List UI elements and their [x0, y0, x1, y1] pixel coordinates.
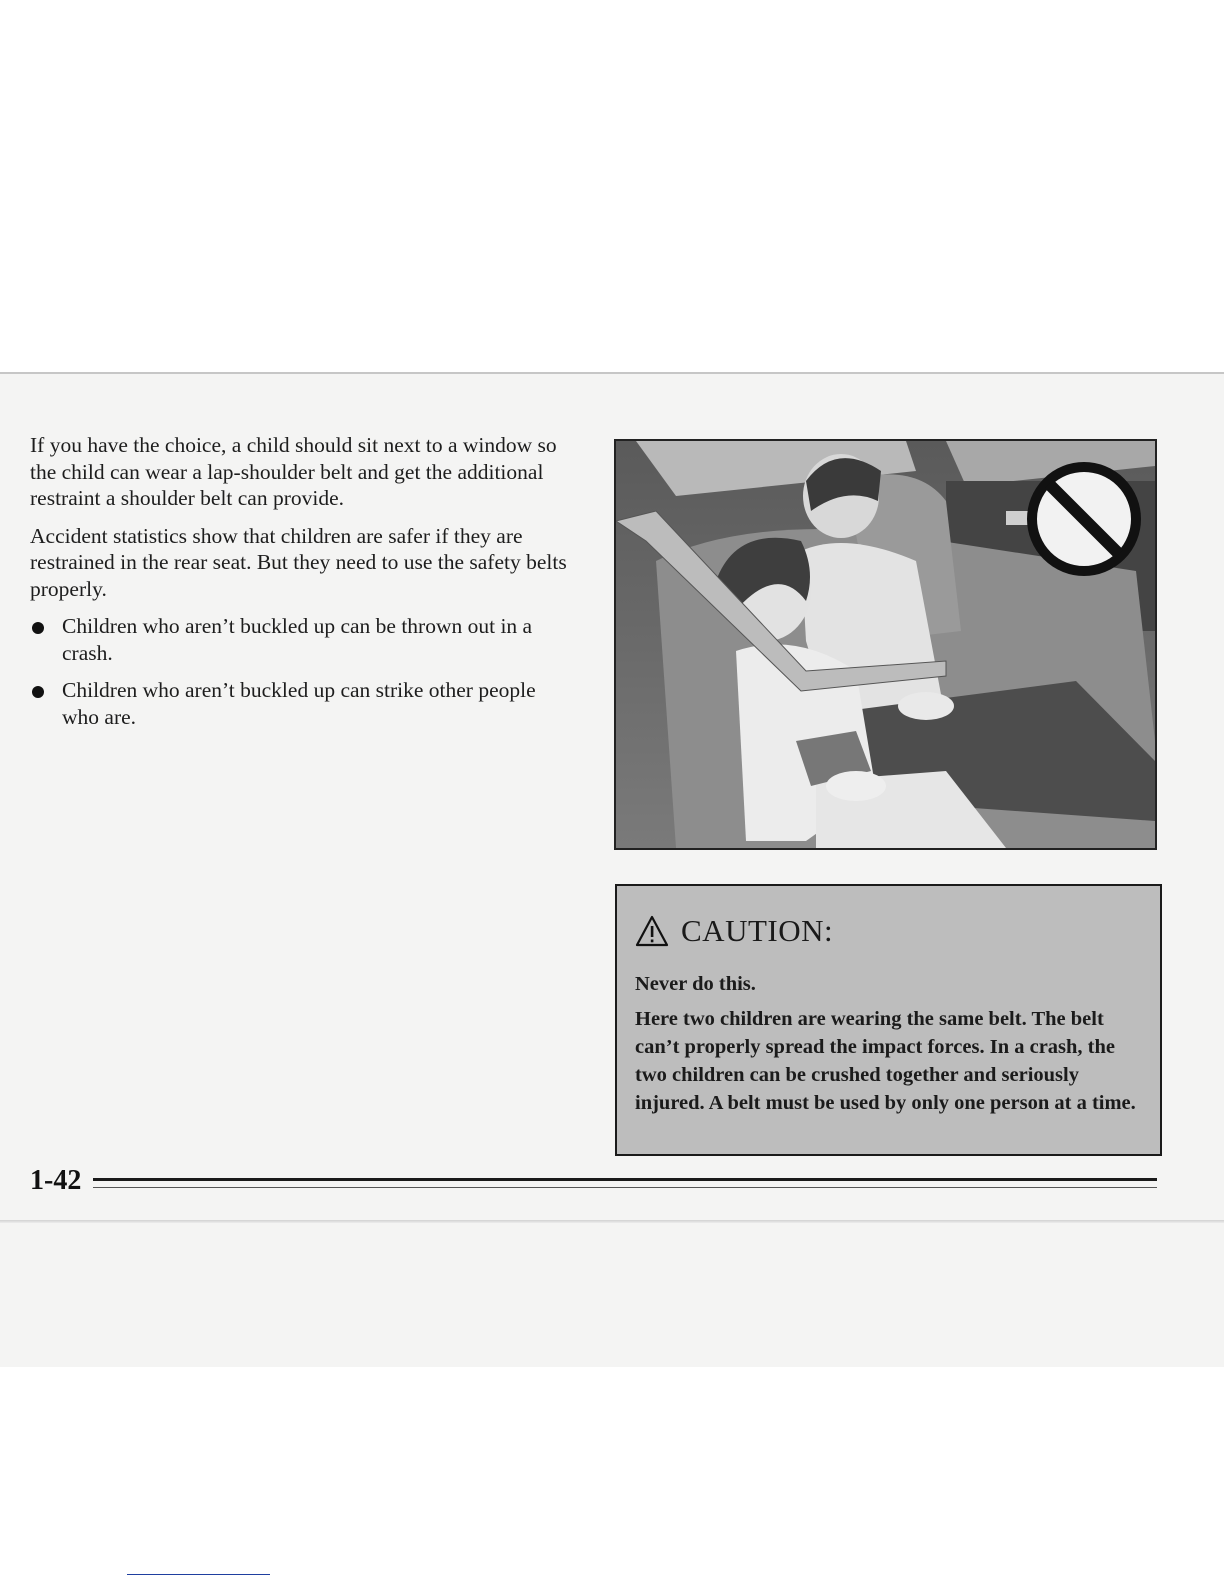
scan-bottom-edge: [0, 1220, 1224, 1223]
paragraph-accident-statistics: Accident statistics show that children are safer if they are restrained in the rear seat. But they need to use the safety belts properly.: [30, 523, 567, 601]
prohibited-circle-icon: [1032, 467, 1136, 571]
caution-header: [635, 906, 1138, 956]
paragraph-window-seat: If you have the choice, a child should sit next to a window so the child can wear a lap-shoulder belt and get the additional restraint a shoulder belt can provide.: [30, 433, 557, 510]
caution-title: CAUTION:: [681, 913, 834, 948]
bullet-icon: [32, 686, 44, 698]
bullet-text: Children who aren’t buckled up can strike other people who are.: [62, 678, 536, 729]
scan-top-edge: [0, 372, 1224, 374]
bullet-list: [30, 613, 578, 730]
body-text-column: [30, 432, 578, 741]
link-underline: [127, 1574, 270, 1575]
warning-triangle-icon: [635, 915, 669, 947]
caution-line-explanation: Here two children are wearing the same belt. The belt can’t properly spread the impact forces. In a crash, the two children can be crushed together and seriously injured. A belt must be used by only one person at a time.: [635, 1008, 1136, 1114]
page-number: 1-42: [30, 1165, 82, 1196]
caution-line-never: Never do this.: [635, 973, 756, 995]
two-children-one-belt-illustration: [614, 439, 1157, 850]
footer-rule-thick: [93, 1178, 1157, 1181]
bullet-text: Children who aren’t buckled up can be thrown out in a crash.: [62, 614, 533, 665]
list-item: [30, 613, 578, 666]
footer-rule-thin: [93, 1187, 1157, 1188]
bullet-icon: [32, 622, 44, 634]
caution-box: [615, 884, 1162, 1156]
list-item: [30, 677, 578, 730]
